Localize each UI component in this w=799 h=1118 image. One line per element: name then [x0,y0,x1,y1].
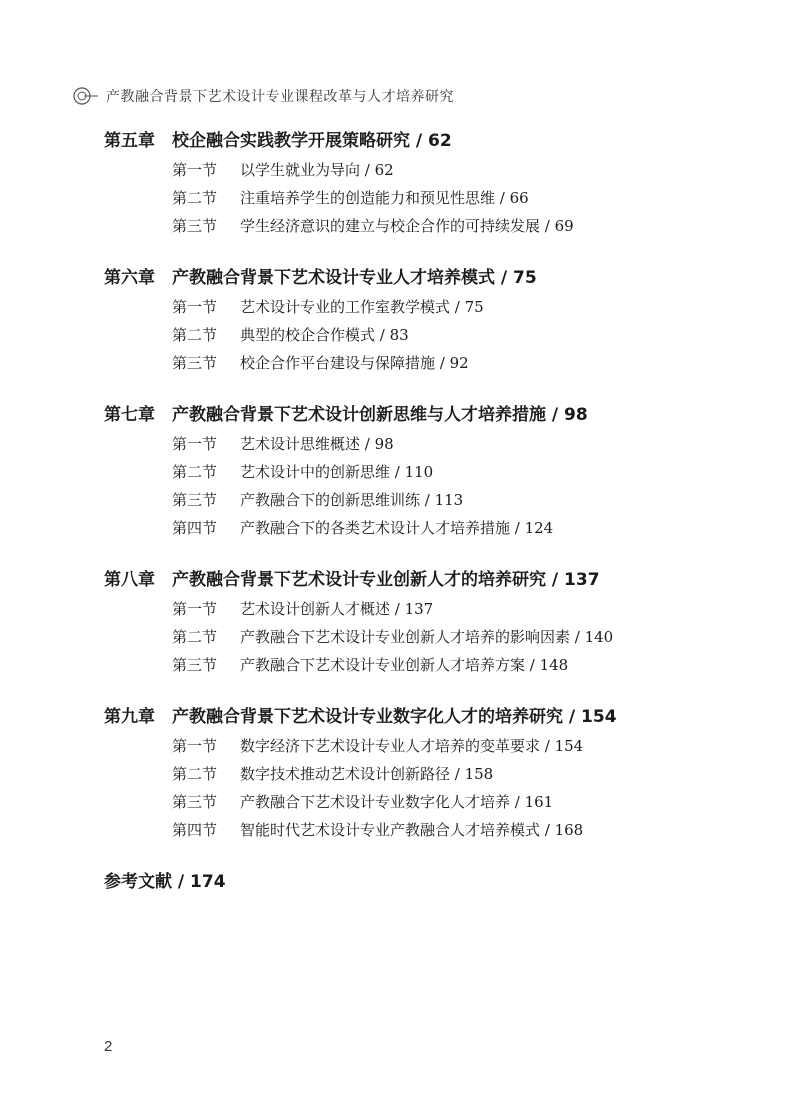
section-label: 第三节 [172,793,218,811]
section-entry[interactable] [104,184,744,212]
chapter-label: 第五章 [104,131,155,151]
section-title: 产教融合下艺术设计专业创新人才培养的影响因素 / 140 [240,628,614,646]
chapter-label: 第六章 [104,268,155,288]
section-title: 智能时代艺术设计专业产教融合人才培养模式 / 168 [240,821,584,839]
section-title: 校企合作平台建设与保障措施 / 92 [240,354,469,372]
section-title: 艺术设计创新人才概述 / 137 [240,600,434,618]
section-entry[interactable] [104,349,744,377]
section-label: 第三节 [172,217,218,235]
section-label: 第二节 [172,189,218,207]
section-title: 以学生就业为导向 / 62 [240,161,394,179]
section-entry[interactable] [104,458,744,486]
section-title: 产教融合下艺术设计专业创新人才培养方案 / 148 [240,656,569,674]
section-title: 产教融合下的创新思维训练 / 113 [240,491,464,509]
section-entry[interactable] [104,156,744,184]
chapter-title: 校企融合实践教学开展策略研究 / 62 [172,131,452,151]
chapter-block [104,263,744,377]
section-title: 艺术设计专业的工作室教学模式 / 75 [240,298,484,316]
chapter-entry[interactable] [104,126,744,156]
chapter-label: 第八章 [104,570,155,590]
chapter-title: 产教融合背景下艺术设计专业数字化人才的培养研究 / 154 [172,707,617,727]
section-title: 产教融合下的各类艺术设计人才培养措施 / 124 [240,519,554,537]
section-title: 典型的校企合作模式 / 83 [240,326,409,344]
section-label: 第二节 [172,326,218,344]
section-label: 第二节 [172,463,218,481]
chapter-block [104,565,744,679]
section-label: 第四节 [172,821,218,839]
chapter-label: 第九章 [104,707,155,727]
section-label: 第一节 [172,298,218,316]
section-label: 第三节 [172,656,218,674]
chapter-label: 第七章 [104,405,155,425]
chapter-title: 产教融合背景下艺术设计创新思维与人才培养措施 / 98 [172,405,588,425]
section-entry[interactable] [104,623,744,651]
section-label: 第三节 [172,491,218,509]
chapter-block [104,702,744,844]
section-entry[interactable] [104,212,744,240]
section-entry[interactable] [104,430,744,458]
section-title: 艺术设计中的创新思维 / 110 [240,463,434,481]
section-label: 第一节 [172,600,218,618]
chapter-title: 产教融合背景下艺术设计专业创新人才的培养研究 / 137 [172,570,600,590]
section-entry[interactable] [104,732,744,760]
header-title: 产教融合背景下艺术设计专业课程改革与人才培养研究 [106,89,454,105]
table-of-contents [104,126,744,897]
section-entry[interactable] [104,321,744,349]
section-label: 第一节 [172,435,218,453]
chapter-block [104,126,744,240]
section-entry[interactable] [104,760,744,788]
section-title: 学生经济意识的建立与校企合作的可持续发展 / 69 [240,217,574,235]
page-number: 2 [104,1038,113,1055]
chapter-entry[interactable] [104,565,744,595]
section-entry[interactable] [104,816,744,844]
circle-logo-icon [72,86,100,106]
section-title: 数字经济下艺术设计专业人才培养的变革要求 / 154 [240,737,584,755]
chapter-title: 产教融合背景下艺术设计专业人才培养模式 / 75 [172,268,537,288]
section-label: 第一节 [172,161,218,179]
section-label: 第二节 [172,765,218,783]
section-label: 第一节 [172,737,218,755]
section-title: 产教融合下艺术设计专业数字化人才培养 / 161 [240,793,554,811]
section-label: 第三节 [172,354,218,372]
section-title: 注重培养学生的创造能力和预见性思维 / 66 [240,189,529,207]
chapter-block [104,400,744,542]
references-entry[interactable]: 参考文献 / 174 [104,872,226,892]
running-header [72,86,454,106]
section-entry[interactable] [104,293,744,321]
section-entry[interactable] [104,514,744,542]
section-label: 第二节 [172,628,218,646]
section-title: 艺术设计思维概述 / 98 [240,435,394,453]
section-label: 第四节 [172,519,218,537]
chapter-entry[interactable] [104,702,744,732]
section-entry[interactable] [104,788,744,816]
chapter-entry[interactable] [104,263,744,293]
section-title: 数字技术推动艺术设计创新路径 / 158 [240,765,494,783]
chapter-entry[interactable] [104,400,744,430]
section-entry[interactable] [104,486,744,514]
section-entry[interactable] [104,595,744,623]
section-entry[interactable] [104,651,744,679]
